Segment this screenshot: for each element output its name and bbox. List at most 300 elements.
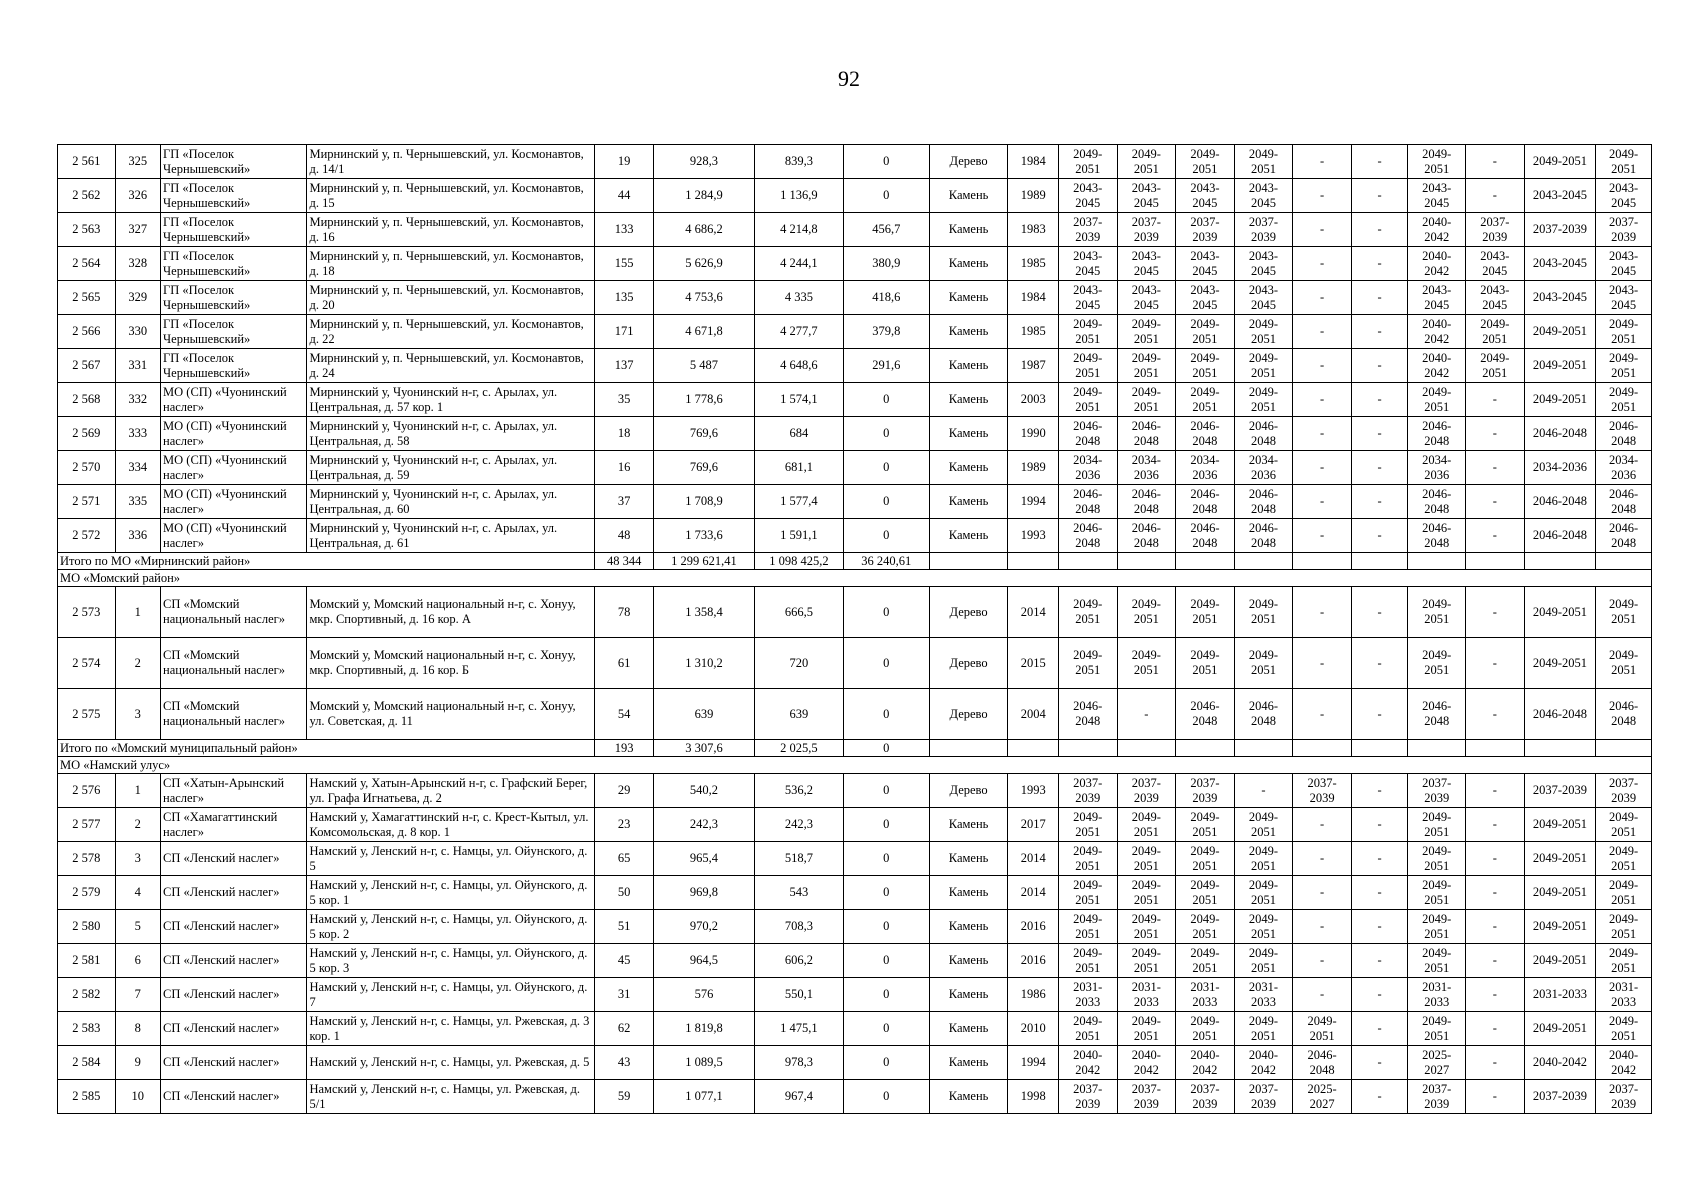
living-area: 4 335: [754, 281, 843, 315]
period-4: 2043-2045: [1234, 247, 1293, 281]
table-row: [58, 179, 1652, 213]
period-9: 2043-2045: [1524, 179, 1596, 213]
period-5: -: [1293, 808, 1352, 842]
living-area: 1 577,4: [754, 485, 843, 519]
period-2: 2049-2051: [1117, 808, 1176, 842]
period-10: 2049-2051: [1596, 808, 1652, 842]
address: Мирнинский у, п. Чернышевский, ул. Космонавтов, д. 18: [307, 247, 595, 281]
year-built: 2014: [1008, 876, 1059, 910]
total-empty-cell: [1293, 553, 1352, 570]
period-3: 2031-2033: [1176, 978, 1235, 1012]
period-8: -: [1465, 1012, 1524, 1046]
municipality: СП «Ленский наслег»: [161, 876, 307, 910]
living-area: 1 136,9: [754, 179, 843, 213]
period-5: -: [1293, 587, 1352, 638]
period-1: 2049-2051: [1058, 349, 1117, 383]
period-1: 2049-2051: [1058, 910, 1117, 944]
local-number: 330: [115, 315, 160, 349]
period-3: 2043-2045: [1176, 179, 1235, 213]
wall-material: Дерево: [929, 145, 1008, 179]
total-living-area: 2 025,5: [754, 740, 843, 757]
period-4: 2046-2048: [1234, 485, 1293, 519]
period-4: 2049-2051: [1234, 808, 1293, 842]
period-4: 2049-2051: [1234, 383, 1293, 417]
section-header-row: [58, 757, 1652, 774]
wall-material: Камень: [929, 910, 1008, 944]
period-7: 2040-2042: [1408, 213, 1466, 247]
period-5: -: [1293, 689, 1352, 740]
period-7: 2043-2045: [1408, 281, 1466, 315]
period-7: 2040-2042: [1408, 247, 1466, 281]
residents: 135: [595, 281, 654, 315]
period-10: 2049-2051: [1596, 876, 1652, 910]
wall-material: Камень: [929, 842, 1008, 876]
residents: 54: [595, 689, 654, 740]
period-1: 2049-2051: [1058, 587, 1117, 638]
address: Мирнинский у, Чуонинский н-г, с. Арылах, ул. Центральная, д. 60: [307, 485, 595, 519]
total-label: Итого по «Момский муниципальный район»: [58, 740, 595, 757]
wall-material: Камень: [929, 1046, 1008, 1080]
residents: 16: [595, 451, 654, 485]
period-9: 2049-2051: [1524, 638, 1596, 689]
year-built: 1985: [1008, 247, 1059, 281]
period-4: 2040-2042: [1234, 1046, 1293, 1080]
period-7: 2040-2042: [1408, 315, 1466, 349]
local-number: 10: [115, 1080, 160, 1114]
period-9: 2037-2039: [1524, 1080, 1596, 1114]
wall-material: Камень: [929, 281, 1008, 315]
period-4: 2049-2051: [1234, 145, 1293, 179]
period-9: 2049-2051: [1524, 842, 1596, 876]
period-10: 2043-2045: [1596, 281, 1652, 315]
nonresidential-area: 456,7: [843, 213, 929, 247]
year-built: 1985: [1008, 315, 1059, 349]
year-built: 1993: [1008, 519, 1059, 553]
total-area: 5 487: [653, 349, 754, 383]
period-5: -: [1293, 876, 1352, 910]
living-area: 978,3: [754, 1046, 843, 1080]
wall-material: Камень: [929, 315, 1008, 349]
period-6: -: [1351, 689, 1408, 740]
total-empty-cell: [1524, 740, 1596, 757]
period-3: 2037-2039: [1176, 1080, 1235, 1114]
local-number: 332: [115, 383, 160, 417]
total-empty-cell: [1408, 740, 1466, 757]
total-empty-cell: [929, 553, 1008, 570]
period-10: 2049-2051: [1596, 587, 1652, 638]
period-9: 2031-2033: [1524, 978, 1596, 1012]
wall-material: Камень: [929, 808, 1008, 842]
row-number: 2 577: [58, 808, 116, 842]
wall-material: Камень: [929, 383, 1008, 417]
period-5: -: [1293, 213, 1352, 247]
address: Момский у, Момский национальный н-г, с. Хонуу, ул. Советская, д. 11: [307, 689, 595, 740]
nonresidential-area: 0: [843, 451, 929, 485]
total-row: [58, 740, 1652, 757]
period-10: 2046-2048: [1596, 417, 1652, 451]
residents: 31: [595, 978, 654, 1012]
table-row: [58, 978, 1652, 1012]
period-6: -: [1351, 315, 1408, 349]
total-area: 1 778,6: [653, 383, 754, 417]
total-area: 540,2: [653, 774, 754, 808]
residents: 61: [595, 638, 654, 689]
period-3: 2037-2039: [1176, 774, 1235, 808]
total-nonresidential-area: 36 240,61: [843, 553, 929, 570]
period-2: 2034-2036: [1117, 451, 1176, 485]
section-title: МО «Момский район»: [58, 570, 1652, 587]
year-built: 1986: [1008, 978, 1059, 1012]
period-2: 2049-2051: [1117, 315, 1176, 349]
municipality: ГП «Поселок Чернышевский»: [161, 179, 307, 213]
period-2: 2043-2045: [1117, 179, 1176, 213]
period-5: 2037-2039: [1293, 774, 1352, 808]
local-number: 326: [115, 179, 160, 213]
address: Мирнинский у, п. Чернышевский, ул. Космонавтов, д. 16: [307, 213, 595, 247]
period-1: 2049-2051: [1058, 842, 1117, 876]
period-4: 2043-2045: [1234, 281, 1293, 315]
period-5: -: [1293, 383, 1352, 417]
living-area: 666,5: [754, 587, 843, 638]
period-9: 2037-2039: [1524, 774, 1596, 808]
address: Мирнинский у, п. Чернышевский, ул. Космонавтов, д. 22: [307, 315, 595, 349]
municipality: СП «Ленский наслег»: [161, 910, 307, 944]
nonresidential-area: 0: [843, 1046, 929, 1080]
period-7: 2049-2051: [1408, 1012, 1466, 1046]
municipality: ГП «Поселок Чернышевский»: [161, 145, 307, 179]
period-1: 2046-2048: [1058, 689, 1117, 740]
period-3: 2049-2051: [1176, 383, 1235, 417]
residents: 43: [595, 1046, 654, 1080]
nonresidential-area: 380,9: [843, 247, 929, 281]
period-4: 2049-2051: [1234, 1012, 1293, 1046]
total-label: Итого по МО «Мирнинский район»: [58, 553, 595, 570]
total-area: 1 819,8: [653, 1012, 754, 1046]
row-number: 2 582: [58, 978, 116, 1012]
table-row: [58, 451, 1652, 485]
total-row: [58, 553, 1652, 570]
period-9: 2049-2051: [1524, 944, 1596, 978]
period-3: 2049-2051: [1176, 1012, 1235, 1046]
row-number: 2 578: [58, 842, 116, 876]
period-3: 2034-2036: [1176, 451, 1235, 485]
period-5: -: [1293, 179, 1352, 213]
municipality: СП «Ленский наслег»: [161, 1012, 307, 1046]
municipality: ГП «Поселок Чернышевский»: [161, 213, 307, 247]
period-5: -: [1293, 944, 1352, 978]
municipality: СП «Ленский наслег»: [161, 978, 307, 1012]
living-area: 606,2: [754, 944, 843, 978]
total-total-area: 3 307,6: [653, 740, 754, 757]
total-area: 1 358,4: [653, 587, 754, 638]
total-area: 639: [653, 689, 754, 740]
living-area: 1 591,1: [754, 519, 843, 553]
period-3: 2046-2048: [1176, 519, 1235, 553]
period-3: 2037-2039: [1176, 213, 1235, 247]
period-6: -: [1351, 417, 1408, 451]
period-9: 2049-2051: [1524, 1012, 1596, 1046]
period-8: 2049-2051: [1465, 315, 1524, 349]
total-empty-cell: [1351, 740, 1408, 757]
row-number: 2 565: [58, 281, 116, 315]
period-10: 2049-2051: [1596, 383, 1652, 417]
residents: 29: [595, 774, 654, 808]
period-3: 2049-2051: [1176, 349, 1235, 383]
period-3: 2049-2051: [1176, 842, 1235, 876]
local-number: 327: [115, 213, 160, 247]
row-number: 2 570: [58, 451, 116, 485]
period-3: 2049-2051: [1176, 944, 1235, 978]
period-6: -: [1351, 383, 1408, 417]
table-row: [58, 1046, 1652, 1080]
period-4: 2049-2051: [1234, 349, 1293, 383]
period-8: -: [1465, 910, 1524, 944]
period-4: 2049-2051: [1234, 587, 1293, 638]
nonresidential-area: 0: [843, 1012, 929, 1046]
wall-material: Камень: [929, 451, 1008, 485]
period-4: 2046-2048: [1234, 417, 1293, 451]
wall-material: Камень: [929, 247, 1008, 281]
period-1: 2043-2045: [1058, 281, 1117, 315]
residents: 19: [595, 145, 654, 179]
period-8: -: [1465, 451, 1524, 485]
period-8: 2037-2039: [1465, 213, 1524, 247]
period-4: 2049-2051: [1234, 944, 1293, 978]
nonresidential-area: 0: [843, 910, 929, 944]
period-1: 2040-2042: [1058, 1046, 1117, 1080]
period-9: 2049-2051: [1524, 145, 1596, 179]
local-number: 5: [115, 910, 160, 944]
living-area: 242,3: [754, 808, 843, 842]
row-number: 2 568: [58, 383, 116, 417]
municipality: СП «Момский национальный наслег»: [161, 689, 307, 740]
year-built: 1994: [1008, 485, 1059, 519]
table-row: [58, 519, 1652, 553]
period-3: 2046-2048: [1176, 417, 1235, 451]
period-6: -: [1351, 638, 1408, 689]
period-8: -: [1465, 145, 1524, 179]
table-row: [58, 349, 1652, 383]
nonresidential-area: 0: [843, 774, 929, 808]
total-area: 1 089,5: [653, 1046, 754, 1080]
year-built: 1983: [1008, 213, 1059, 247]
row-number: 2 566: [58, 315, 116, 349]
period-2: -: [1117, 689, 1176, 740]
period-3: 2046-2048: [1176, 689, 1235, 740]
period-7: 2049-2051: [1408, 145, 1466, 179]
period-10: 2046-2048: [1596, 689, 1652, 740]
local-number: 2: [115, 638, 160, 689]
period-2: 2049-2051: [1117, 1012, 1176, 1046]
period-2: 2046-2048: [1117, 519, 1176, 553]
period-8: -: [1465, 383, 1524, 417]
period-6: -: [1351, 910, 1408, 944]
municipality: СП «Момский национальный наслег»: [161, 587, 307, 638]
residents: 45: [595, 944, 654, 978]
period-8: -: [1465, 519, 1524, 553]
section-title: МО «Намский улус»: [58, 757, 1652, 774]
total-nonresidential-area: 0: [843, 740, 929, 757]
residents: 48: [595, 519, 654, 553]
year-built: 2016: [1008, 910, 1059, 944]
nonresidential-area: 0: [843, 145, 929, 179]
period-2: 2049-2051: [1117, 349, 1176, 383]
period-5: -: [1293, 638, 1352, 689]
period-1: 2046-2048: [1058, 519, 1117, 553]
address: Намский у, Хамагаттинский н-г, с. Крест-Кытыл, ул. Комсомольская, д. 8 кор. 1: [307, 808, 595, 842]
period-3: 2049-2051: [1176, 587, 1235, 638]
period-10: 2046-2048: [1596, 485, 1652, 519]
wall-material: Камень: [929, 944, 1008, 978]
wall-material: Камень: [929, 179, 1008, 213]
living-area: 518,7: [754, 842, 843, 876]
period-9: 2049-2051: [1524, 876, 1596, 910]
wall-material: Камень: [929, 1080, 1008, 1114]
period-6: -: [1351, 978, 1408, 1012]
row-number: 2 561: [58, 145, 116, 179]
municipality: СП «Ленский наслег»: [161, 842, 307, 876]
period-10: 2049-2051: [1596, 349, 1652, 383]
period-3: 2049-2051: [1176, 876, 1235, 910]
address: Намский у, Ленский н-г, с. Намцы, ул. Ойунского, д. 5 кор. 1: [307, 876, 595, 910]
total-area: 4 671,8: [653, 315, 754, 349]
period-4: 2049-2051: [1234, 876, 1293, 910]
nonresidential-area: 0: [843, 485, 929, 519]
period-3: 2049-2051: [1176, 638, 1235, 689]
total-empty-cell: [1234, 740, 1293, 757]
wall-material: Камень: [929, 213, 1008, 247]
period-10: 2037-2039: [1596, 1080, 1652, 1114]
row-number: 2 564: [58, 247, 116, 281]
address: Мирнинский у, п. Чернышевский, ул. Космонавтов, д. 20: [307, 281, 595, 315]
period-8: -: [1465, 808, 1524, 842]
table-body: [58, 145, 1652, 1114]
wall-material: Камень: [929, 1012, 1008, 1046]
period-8: -: [1465, 485, 1524, 519]
period-10: 2049-2051: [1596, 842, 1652, 876]
period-9: 2049-2051: [1524, 383, 1596, 417]
total-area: 4 686,2: [653, 213, 754, 247]
nonresidential-area: 0: [843, 978, 929, 1012]
period-10: 2037-2039: [1596, 774, 1652, 808]
period-5: -: [1293, 247, 1352, 281]
residents: 37: [595, 485, 654, 519]
nonresidential-area: 0: [843, 944, 929, 978]
living-area: 681,1: [754, 451, 843, 485]
row-number: 2 580: [58, 910, 116, 944]
period-10: 2037-2039: [1596, 213, 1652, 247]
period-6: -: [1351, 1012, 1408, 1046]
period-9: 2043-2045: [1524, 281, 1596, 315]
period-8: 2049-2051: [1465, 349, 1524, 383]
period-9: 2046-2048: [1524, 689, 1596, 740]
period-5: -: [1293, 145, 1352, 179]
living-area: 684: [754, 417, 843, 451]
period-3: 2046-2048: [1176, 485, 1235, 519]
period-6: -: [1351, 774, 1408, 808]
year-built: 1989: [1008, 179, 1059, 213]
period-6: -: [1351, 1046, 1408, 1080]
total-area: 576: [653, 978, 754, 1012]
address: Мирнинский у, п. Чернышевский, ул. Космонавтов, д. 24: [307, 349, 595, 383]
total-empty-cell: [1596, 553, 1652, 570]
period-2: 2046-2048: [1117, 417, 1176, 451]
table-row: [58, 417, 1652, 451]
period-6: -: [1351, 519, 1408, 553]
period-7: 2049-2051: [1408, 910, 1466, 944]
wall-material: Камень: [929, 417, 1008, 451]
total-empty-cell: [929, 740, 1008, 757]
period-4: 2031-2033: [1234, 978, 1293, 1012]
period-9: 2043-2045: [1524, 247, 1596, 281]
period-7: 2049-2051: [1408, 876, 1466, 910]
period-5: 2049-2051: [1293, 1012, 1352, 1046]
residents: 18: [595, 417, 654, 451]
period-7: 2049-2051: [1408, 944, 1466, 978]
nonresidential-area: 291,6: [843, 349, 929, 383]
local-number: 9: [115, 1046, 160, 1080]
wall-material: Камень: [929, 978, 1008, 1012]
period-1: 2046-2048: [1058, 417, 1117, 451]
period-10: 2049-2051: [1596, 910, 1652, 944]
period-1: 2043-2045: [1058, 179, 1117, 213]
total-area: 970,2: [653, 910, 754, 944]
total-area: 5 626,9: [653, 247, 754, 281]
year-built: 1994: [1008, 1046, 1059, 1080]
period-1: 2049-2051: [1058, 638, 1117, 689]
period-7: 2046-2048: [1408, 417, 1466, 451]
year-built: 1993: [1008, 774, 1059, 808]
period-7: 2046-2048: [1408, 485, 1466, 519]
period-1: 2049-2051: [1058, 315, 1117, 349]
municipality: МО (СП) «Чуонинский наслег»: [161, 519, 307, 553]
period-5: -: [1293, 417, 1352, 451]
period-5: -: [1293, 315, 1352, 349]
period-6: -: [1351, 485, 1408, 519]
residents: 137: [595, 349, 654, 383]
period-8: -: [1465, 587, 1524, 638]
period-2: 2049-2051: [1117, 638, 1176, 689]
page-number: 92: [838, 66, 860, 91]
residents: 44: [595, 179, 654, 213]
period-10: 2049-2051: [1596, 145, 1652, 179]
total-empty-cell: [1351, 553, 1408, 570]
period-3: 2049-2051: [1176, 808, 1235, 842]
period-7: 2049-2051: [1408, 808, 1466, 842]
municipality: СП «Хамагаттинский наслег»: [161, 808, 307, 842]
address: Мирнинский у, п. Чернышевский, ул. Космонавтов, д. 15: [307, 179, 595, 213]
municipality: МО (СП) «Чуонинский наслег»: [161, 485, 307, 519]
period-6: -: [1351, 944, 1408, 978]
residents: 35: [595, 383, 654, 417]
local-number: 329: [115, 281, 160, 315]
period-4: 2049-2051: [1234, 842, 1293, 876]
period-1: 2049-2051: [1058, 383, 1117, 417]
row-number: 2 584: [58, 1046, 116, 1080]
municipality: ГП «Поселок Чернышевский»: [161, 281, 307, 315]
table-row: [58, 281, 1652, 315]
year-built: 2014: [1008, 587, 1059, 638]
residents: 62: [595, 1012, 654, 1046]
address: Намский у, Ленский н-г, с. Намцы, ул. Ржевская, д. 5/1: [307, 1080, 595, 1114]
address: Намский у, Ленский н-г, с. Намцы, ул. Ойунского, д. 7: [307, 978, 595, 1012]
nonresidential-area: 0: [843, 1080, 929, 1114]
table-row: [58, 213, 1652, 247]
address: Момский у, Момский национальный н-г, с. Хонуу, мкр. Спортивный, д. 16 кор. Б: [307, 638, 595, 689]
period-6: -: [1351, 213, 1408, 247]
nonresidential-area: 0: [843, 638, 929, 689]
total-area: 242,3: [653, 808, 754, 842]
